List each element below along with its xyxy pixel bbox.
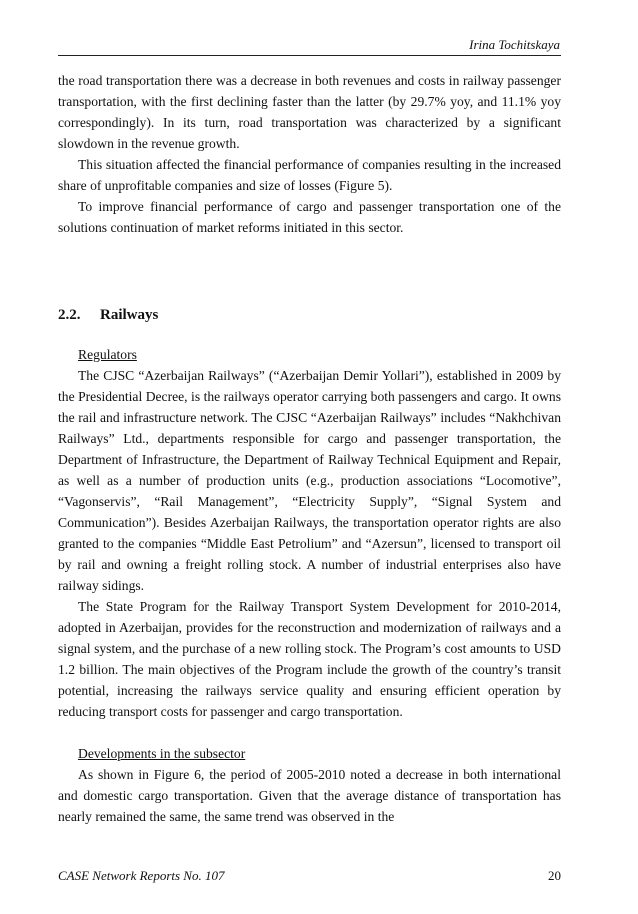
intro-paragraph-2: This situation affected the financial performance of companies resulting in the increased share of unprofitable companies and size of losses (Figure 5). — [58, 157, 561, 193]
running-footer — [58, 868, 561, 884]
footer-series: CASE Network Reports No. 107 — [58, 868, 225, 883]
subheading-developments — [58, 743, 561, 764]
subheading-regulators — [58, 344, 561, 365]
regulators-paragraph-1: The CJSC “Azerbaijan Railways” (“Azerbaijan Demir Yollari”), established in 2009 by the Presidential Decree, is the railways operator carrying both passengers and cargo. It owns the rail and infrastructure network. The CJSC “Azerbaijan Railways” includes “Nakhchivan Railways” Ltd., departments responsible for cargo and passenger transportation, the Department of Infrastructure, the Department of Railway Technical Equipment and Repair, as well as a number of production units (e.g., production associations “Locomotive”, “Vagonservis”, “Rail Management”, “Electricity Supply”, “Signal System and Communication”). Besides Azerbaijan Railways, the transportation operator rights are also granted to the companies “Middle East Petrolium” and “Azersun”, licensed to transport oil by rail and owning a freight rolling stock. A number of industrial enterprises also have railway sidings. — [58, 368, 561, 593]
intro-paragraph-3: To improve financial performance of cargo and passenger transportation one of the solutions continuation of market reforms initiated in this sector. — [58, 199, 561, 235]
page-body — [58, 70, 561, 827]
running-header-author: Irina Tochitskaya — [469, 37, 560, 52]
subheading-developments-label: Developments in the subsector — [78, 746, 246, 761]
subheading-regulators-label: Regulators — [78, 347, 137, 362]
spacer — [58, 238, 561, 305]
section-title: Railways — [100, 307, 159, 323]
header-rule — [58, 55, 561, 56]
spacer — [58, 325, 561, 344]
section-number: 2.2. — [58, 307, 81, 323]
section-heading — [58, 305, 561, 325]
page-number: 20 — [548, 868, 561, 883]
regulators-paragraph-2: The State Program for the Railway Transport System Development for 2010-2014, adopted in Azerbaijan, provides for the reconstruction and modernization of railways and a signal system, and the purchase of a new rolling stock. The Program’s cost amounts to USD 1.2 billion. The main objectives of the Program include the growth of the country’s transit potential, increasing the railways service quality and ensuring efficient operation by reducing transport costs for passenger and cargo transportation. — [58, 599, 561, 719]
spacer — [58, 722, 561, 743]
intro-paragraph-1: the road transportation there was a decrease in both revenues and costs in railway passenger transportation, with the first declining faster than the latter (by 29.7% yoy, and 11.1% yoy correspondingly). In its turn, road transportation was characterized by a significant slowdown in the revenue growth. — [58, 73, 561, 151]
developments-paragraph-1: As shown in Figure 6, the period of 2005-2010 noted a decrease in both international and domestic cargo transportation. Given that the average distance of transportation has nearly remained the same, the same trend was observed in the — [58, 767, 561, 824]
